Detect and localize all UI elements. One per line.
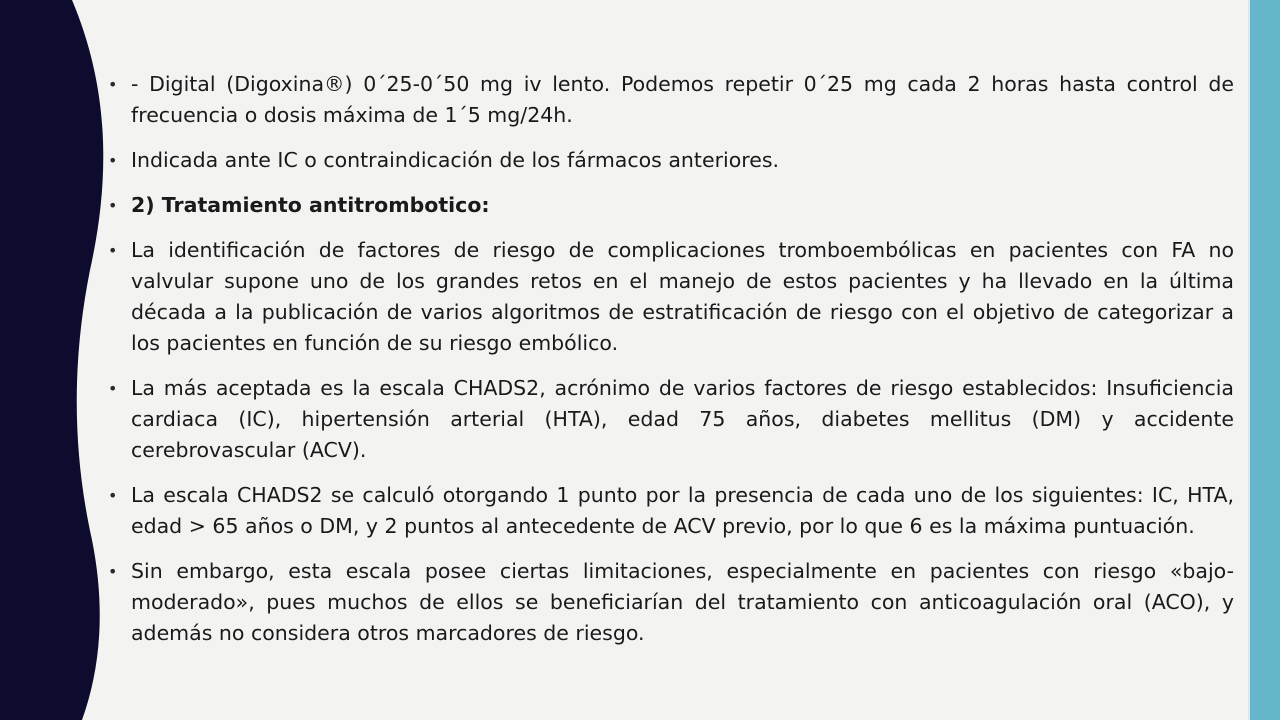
bullet-dot: • [108,151,118,170]
bullet-text: Indicada ante IC o contraindicación de los fármacos anteriores. [131,148,780,172]
bullet-item-identificacion [108,235,1234,359]
bullet-text: La más aceptada es la escala CHADS2, acrónimo de varios factores de riesgo establecidos: Insuficiencia cardiaca (IC), hipertensión arterial (HTA), edad 75 años, diabetes mellitus (DM) y accidente cerebrovascular (ACV). [131,376,1234,462]
bullet-dot: • [108,379,118,398]
left-wave-shape [0,0,103,720]
bullet-dot: • [108,241,118,260]
bullet-dot: • [108,486,118,505]
bullet-text: La identificación de factores de riesgo de complicaciones tromboembólicas en pacientes con FA no valvular supone uno de los grandes retos en el manejo de estos pacientes y ha llevado en la última década a la publicación de varios algoritmos de estratificación de riesgo con el objetivo de categorizar a los pacientes en función de su riesgo embólico. [131,238,1234,355]
bullet-item-heading-antitrombotico [108,190,1234,221]
bullet-item-digoxina [108,69,1234,131]
bullet-list [108,69,1234,649]
bullet-dot: • [108,196,118,215]
bullet-item-chads2-calculo [108,480,1234,542]
bullet-text: La escala CHADS2 se calculó otorgando 1 punto por la presencia de cada uno de los siguientes: IC, HTA, edad > 65 años o DM, y 2 puntos al antecedente de ACV previo, por lo que 6 es la máxima puntuación. [131,483,1234,538]
bullet-text: Sin embargo, esta escala posee ciertas limitaciones, especialmente en pacientes con riesgo «bajo-moderado», pues muchos de ellos se beneficiarían del tratamiento con anticoagulación oral (ACO), y además no considera otros marcadores de riesgo. [131,559,1234,645]
bullet-dot: • [108,75,118,94]
right-accent-band [1250,0,1280,720]
bullet-heading-text: 2) Tratamiento antitrombotico: [131,193,490,217]
bullet-text: - Digital (Digoxina®) 0´25-0´50 mg iv lento. Podemos repetir 0´25 mg cada 2 horas hasta control de frecuencia o dosis máxima de 1´5 mg/24h. [131,72,1234,127]
content-area [108,69,1234,663]
bullet-item-limitaciones [108,556,1234,649]
bullet-item-indicada [108,145,1234,176]
left-wave-band [0,0,110,720]
bullet-dot: • [108,562,118,581]
bullet-item-chads2-aceptada [108,373,1234,466]
